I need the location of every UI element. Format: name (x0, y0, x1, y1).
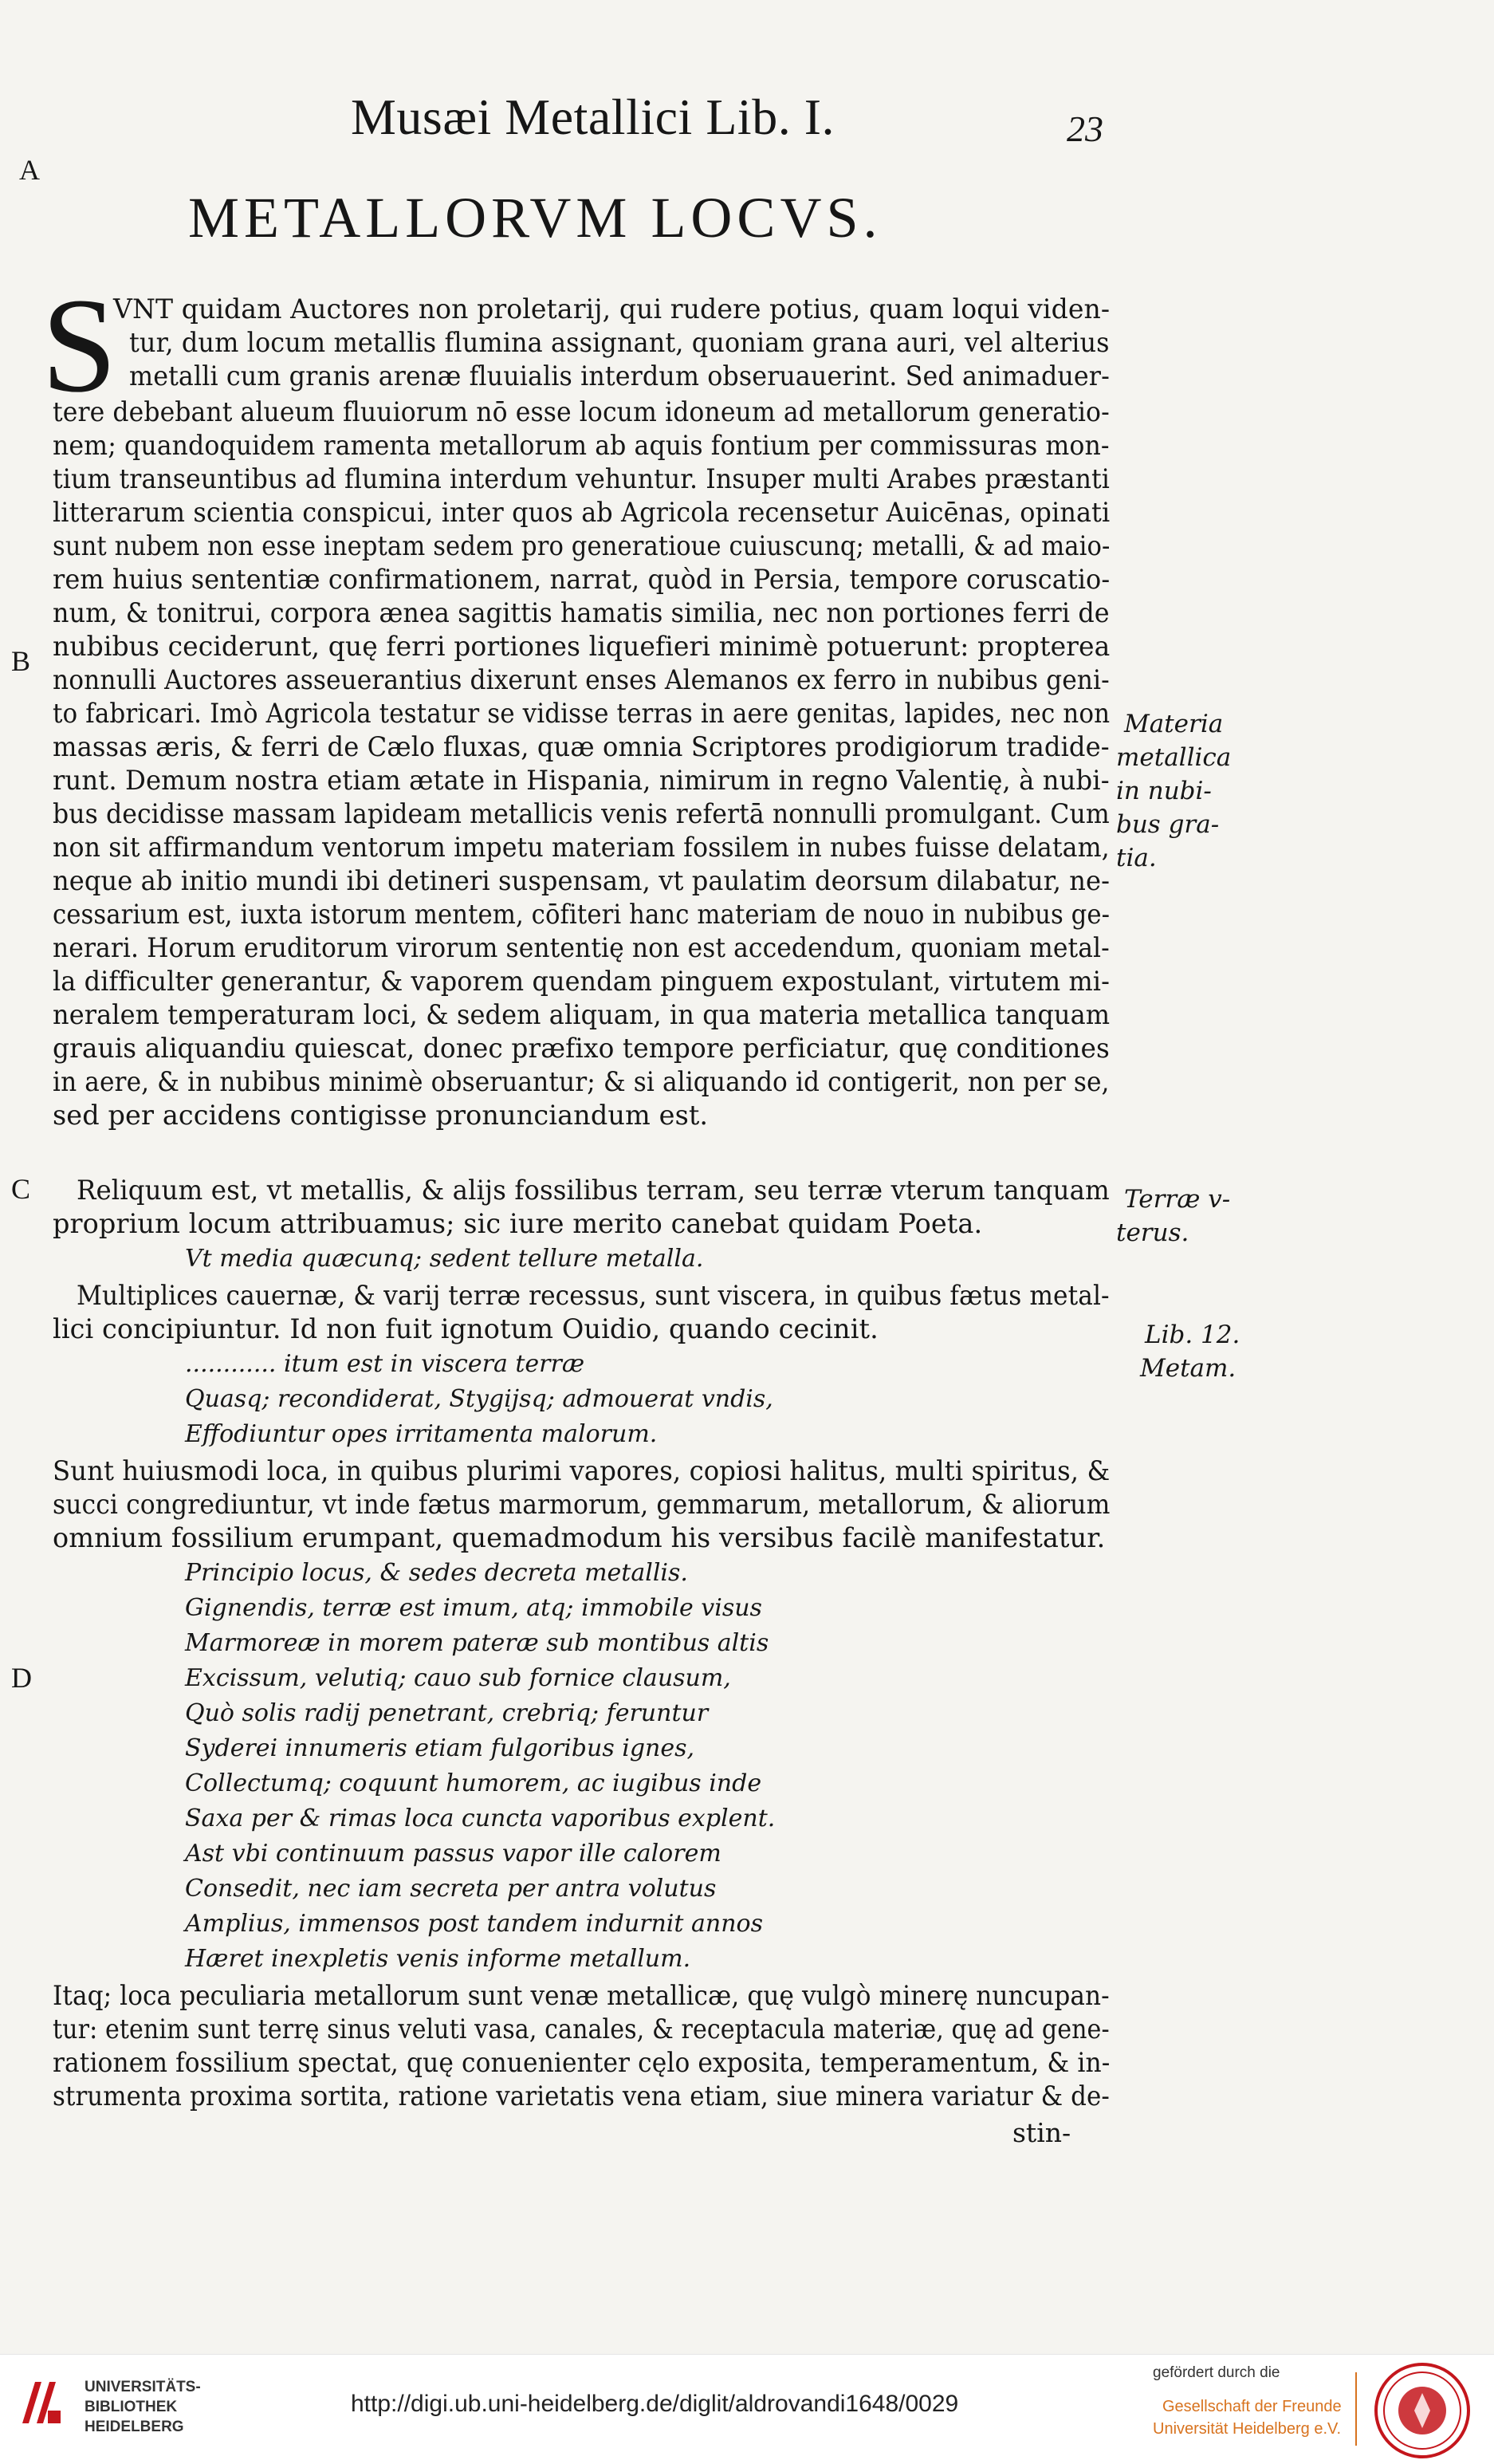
body-line: tur, dum locum metallis flumina assignant, quoniam grana auri, vel alterius (129, 327, 1110, 358)
verse-line: Saxa per & rimas loca cuncta vaporibus explent. (185, 1805, 776, 1832)
margin-note-line: Metam. (1140, 1354, 1236, 1383)
body-line: rem huius sententiæ confirmationem, narrat, quòd in Persia, tempore coruscatio- (53, 564, 1111, 595)
footer-divider (1355, 2372, 1357, 2446)
body-line: rationem fossilium spectat, quę conuenienter cęlo exposita, temperamentum, & in- (53, 2047, 1111, 2078)
body-line: non sit affirmandum ventorum impetu materiam fossilem in nubes fuisse delatam, (53, 832, 1110, 863)
body-line: tere debebant alueum fluuiorum nō esse locum idoneum ad metallorum generatio- (53, 396, 1110, 427)
verse-line: Vt media quæcunq; sedent tellure metalla. (185, 1245, 704, 1273)
margin-note-line: Lib. 12. (1145, 1321, 1240, 1349)
body-line: sunt nubem non esse ineptam sedem pro generatioue cuiuscunq; metalli, & ad maio- (53, 530, 1111, 561)
section-title: METALLORVM LOCVS. (188, 186, 883, 250)
body-line: cessarium est, iuxta istorum mentem, cōfiteri hanc materiam de nouo in nubibus ge- (53, 899, 1111, 930)
body-line: VNT quidam Auctores non proletarij, qui rudere potius, quam loqui viden- (113, 293, 1111, 325)
body-line: nonnulli Auctores asseuerantius dixerunt enses Alemanos ex ferro in nubibus geni- (53, 664, 1110, 695)
body-line: in aere, & in nubibus minimè obseruantur; & si aliquando id contigerit, non per se, (53, 1066, 1110, 1097)
margin-note-line: in nubi- (1116, 777, 1212, 805)
digitization-url[interactable]: http://digi.ub.uni-heidelberg.de/diglit/aldrovandi1648/0029 (351, 2391, 959, 2417)
body-line: grauis aliquandiu quiescat, donec præfixo tempore perficiatur, quę conditiones (53, 1033, 1110, 1064)
body-line: runt. Demum nostra etiam ætate in Hispania, nimirum in regno Valentię, à nubi- (53, 765, 1110, 796)
body-line: proprium locum attribuamus; sic iure merito canebat quidam Poeta. (53, 1208, 983, 1239)
body-line: sed per accidens contigisse pronunciandum est. (53, 1100, 709, 1131)
body-line: nerari. Horum eruditorum virorum sententię non est accedendum, quoniam metal- (53, 932, 1110, 963)
body-line: omnium fossilium erumpant, quemadmodum his versibus facilè manifestatur. (53, 1522, 1106, 1553)
body-line: massas æris, & ferri de Cælo fluxas, quæ omnia Scriptores prodigiorum tradide- (53, 731, 1110, 762)
verse-line: Consedit, nec iam secreta per antra volutus (185, 1875, 717, 1903)
body-line: Itaq; loca peculiaria metallorum sunt venæ metallicæ, quę vulgò minerę nuncupan- (53, 1980, 1110, 2011)
body-line: nem; quandoquidem ramenta metallorum ab aquis fontium per commissuras mon- (53, 430, 1110, 461)
running-head: Musæi Metallici Lib. I. (351, 89, 835, 145)
body-line: to fabricari. Imò Agricola testatur se vidisse terras in aere genitas, lapides, nec non (53, 698, 1111, 729)
verse-line: Amplius, immensos post tandem indurnit annos (185, 1910, 763, 1938)
catchword: stin- (1012, 2117, 1071, 2148)
verse-line: Principio locus, & sedes decreta metallis. (185, 1559, 688, 1587)
body-line: metalli cum granis arenæ fluuialis interdum obseruauerint. Sed animaduer- (129, 360, 1110, 392)
verse-line: Quò solis radij penetrant, crebriq; feruntur (185, 1699, 709, 1727)
body-line: succi congrediuntur, vt inde fætus marmorum, gemmarum, metallorum, & aliorum (53, 1489, 1111, 1520)
verse-line: Ast vbi continuum passus vapor ille calorem (185, 1840, 721, 1868)
section-letter-a: A (19, 154, 40, 186)
margin-note-line: Materia (1124, 710, 1224, 738)
body-line: strumenta proxima sortita, ratione varietatis vena etiam, siue minera variatur & de- (53, 2080, 1110, 2112)
verse-line: Syderei innumeris etiam fulgoribus ignes, (185, 1734, 695, 1762)
section-letter-c: C (11, 1173, 31, 1205)
body-line: tur: etenim sunt terrę sinus veluti vasa, canales, & receptacula materiæ, quę ad gene- (53, 2013, 1110, 2045)
body-line: la difficulter generantur, & vaporem quendam pinguem expostulant, virtutem mi- (53, 966, 1110, 997)
body-line: neque ab initio mundi ibi detineri suspensam, vt paulatim deorsum dilabatur, ne- (53, 865, 1111, 896)
body-line: Multiplices cauernæ, & varij terræ recessus, sunt viscera, in quibus fætus metal- (77, 1280, 1110, 1311)
margin-note-line: bus gra- (1116, 810, 1220, 839)
body-line: bus decidisse massam lapideam metallicis venis refertā nonnulli promulgant. Cum (53, 798, 1110, 829)
body-line: litterarum scientia conspicui, inter quos ab Agricola recensetur Auicēnas, opinati (53, 497, 1111, 528)
library-name-line: UNIVERSITÄTS- (85, 2379, 201, 2395)
margin-note-line: Terræ v- (1124, 1185, 1231, 1214)
verse-line: Collectumq; coquunt humorem, ac iugibus inde (185, 1769, 762, 1797)
verse-line: Excissum, velutiq; cauo sub fornice clausum, (185, 1664, 731, 1692)
library-logo-icon (19, 2379, 64, 2431)
verse-line: Gignendis, terræ est imum, atq; immobile visus (185, 1594, 762, 1622)
verse-line: Hæret inexpletis venis informe metallum. (185, 1945, 691, 1973)
body-line: lici concipiuntur. Id non fuit ignotum Ouidio, quando cecinit. (53, 1313, 879, 1344)
body-line: neralem temperaturam loci, & sedem aliquam, in qua materia metallica tanquam (53, 999, 1111, 1030)
margin-note-line: metallica (1116, 743, 1232, 772)
section-letter-b: B (11, 645, 31, 677)
page-number: 23 (1067, 108, 1103, 149)
verse-line: Marmoreæ in morem pateræ sub montibus altis (185, 1629, 769, 1657)
footer-bar (0, 2354, 1494, 2462)
body-line: Sunt huiusmodi loca, in quibus plurimi vapores, copiosi halitus, multi spiritus, & (53, 1455, 1111, 1486)
university-seal-icon (1373, 2361, 1472, 2464)
funded-by-label: gefördert durch die (1153, 2364, 1280, 2381)
body-line: tium transeuntibus ad flumina interdum vehuntur. Insuper multi Arabes præstanti (53, 463, 1110, 494)
library-name-line: HEIDELBERG (85, 2419, 184, 2435)
margin-note-line: tia. (1116, 844, 1157, 872)
sponsor-name-line: Universität Heidelberg e.V. (1153, 2420, 1342, 2438)
library-name-line: BIBLIOTHEK (85, 2399, 178, 2415)
body-line: Reliquum est, vt metallis, & alijs fossilibus terram, seu terræ vterum tanquam (77, 1175, 1110, 1206)
verse-line: ............ itum est in viscera terræ (185, 1350, 585, 1378)
drop-cap: S (41, 270, 117, 420)
margin-note-line: terus. (1116, 1218, 1189, 1247)
sponsor-name-line: Gesellschaft der Freunde (1162, 2398, 1342, 2415)
section-letter-d: D (11, 1662, 32, 1694)
body-line: num, & tonitrui, corpora ænea sagittis hamatis similia, nec non portiones ferri de (53, 597, 1110, 628)
verse-line: Quasq; recondiderat, Stygijsq; admouerat vndis, (185, 1385, 773, 1413)
body-line: nubibus ceciderunt, quę ferri portiones liquefieri minimè potuerunt: propterea (53, 631, 1111, 662)
verse-line: Effodiuntur opes irritamenta malorum. (185, 1420, 658, 1448)
